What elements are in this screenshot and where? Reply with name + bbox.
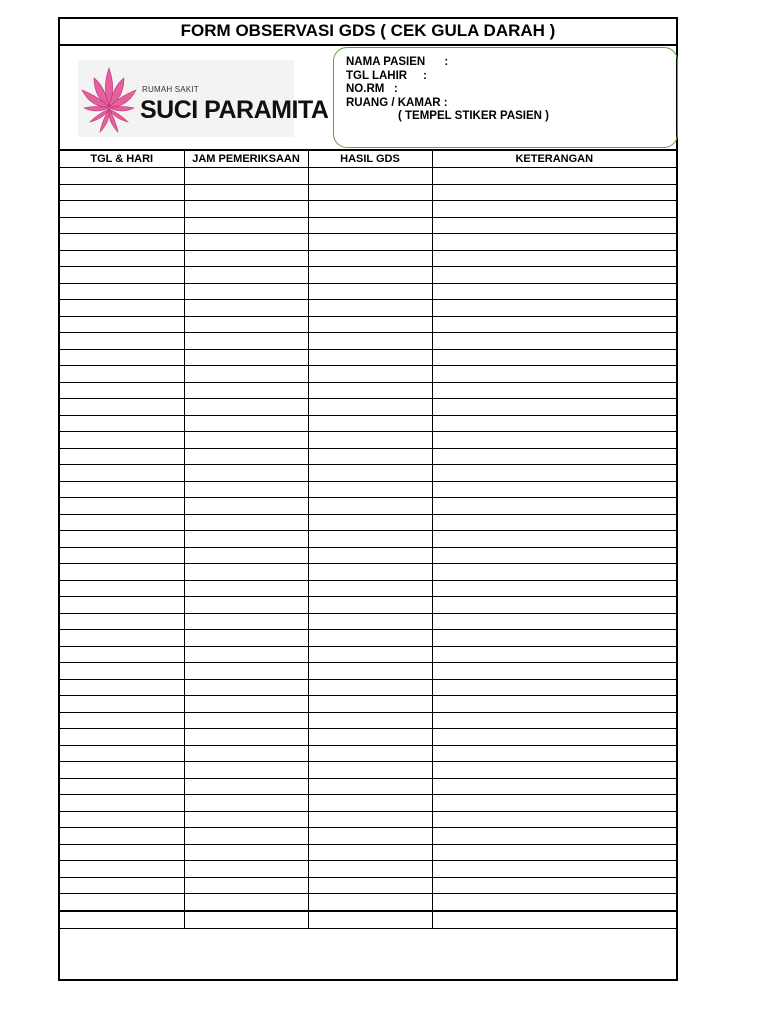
table-row bbox=[60, 597, 676, 614]
cell-notes[interactable] bbox=[432, 432, 676, 449]
cell-date[interactable] bbox=[60, 349, 184, 366]
cell-time[interactable] bbox=[184, 795, 308, 812]
cell-time[interactable] bbox=[184, 597, 308, 614]
cell-notes[interactable] bbox=[432, 630, 676, 647]
patient-sticker-box bbox=[333, 47, 678, 148]
cell-time[interactable] bbox=[184, 828, 308, 845]
cell-result[interactable] bbox=[308, 811, 432, 828]
cell-result[interactable] bbox=[308, 217, 432, 234]
cell-time[interactable] bbox=[184, 712, 308, 729]
cell-time[interactable] bbox=[184, 399, 308, 416]
table-row bbox=[60, 283, 676, 300]
table-row bbox=[60, 729, 676, 746]
cell-result[interactable] bbox=[308, 646, 432, 663]
cell-result[interactable] bbox=[308, 415, 432, 432]
cell-notes[interactable] bbox=[432, 613, 676, 630]
cell-notes[interactable] bbox=[432, 894, 676, 911]
cell-result[interactable] bbox=[308, 729, 432, 746]
cell-result[interactable] bbox=[308, 168, 432, 185]
cell-time[interactable] bbox=[184, 613, 308, 630]
cell-notes[interactable] bbox=[432, 547, 676, 564]
table-row bbox=[60, 778, 676, 795]
table-row bbox=[60, 894, 676, 911]
cell-date[interactable] bbox=[60, 844, 184, 861]
cell-notes[interactable] bbox=[432, 762, 676, 779]
cell-notes[interactable] bbox=[432, 679, 676, 696]
cell-result[interactable] bbox=[308, 745, 432, 762]
lotus-icon bbox=[78, 60, 140, 137]
cell-notes[interactable] bbox=[432, 597, 676, 614]
table-row bbox=[60, 663, 676, 680]
table-row bbox=[60, 580, 676, 597]
table-row bbox=[60, 861, 676, 878]
table-row bbox=[60, 250, 676, 267]
patient-dob-label: TGL LAHIR : bbox=[346, 69, 427, 82]
patient-rm-label: NO.RM : bbox=[346, 83, 398, 95]
cell-result[interactable] bbox=[308, 696, 432, 713]
table-row bbox=[60, 267, 676, 284]
cell-date[interactable] bbox=[60, 580, 184, 597]
cell-result[interactable] bbox=[308, 300, 432, 317]
cell-date[interactable] bbox=[60, 778, 184, 795]
cell-notes[interactable] bbox=[432, 250, 676, 267]
cell-notes[interactable] bbox=[432, 564, 676, 581]
cell-result[interactable] bbox=[308, 382, 432, 399]
table-row bbox=[60, 168, 676, 185]
cell-time[interactable] bbox=[184, 498, 308, 515]
cell-result[interactable] bbox=[308, 514, 432, 531]
cell-notes[interactable] bbox=[432, 696, 676, 713]
cell-notes[interactable] bbox=[432, 646, 676, 663]
cell-notes[interactable] bbox=[432, 399, 676, 416]
cell-time[interactable] bbox=[184, 382, 308, 399]
cell-date[interactable] bbox=[60, 201, 184, 218]
cell-result[interactable] bbox=[308, 564, 432, 581]
cell-result[interactable] bbox=[308, 366, 432, 383]
table-row bbox=[60, 481, 676, 498]
cell-notes[interactable] bbox=[432, 911, 676, 929]
cell-date[interactable] bbox=[60, 663, 184, 680]
table-row bbox=[60, 432, 676, 449]
table-row bbox=[60, 745, 676, 762]
cell-notes[interactable] bbox=[432, 217, 676, 234]
cell-result[interactable] bbox=[308, 911, 432, 929]
cell-notes[interactable] bbox=[432, 861, 676, 878]
table-row bbox=[60, 300, 676, 317]
table-row bbox=[60, 316, 676, 333]
cell-date[interactable] bbox=[60, 250, 184, 267]
cell-date[interactable] bbox=[60, 168, 184, 185]
cell-notes[interactable] bbox=[432, 366, 676, 383]
cell-notes[interactable] bbox=[432, 283, 676, 300]
cell-notes[interactable] bbox=[432, 267, 676, 284]
table-row bbox=[60, 366, 676, 383]
cell-notes[interactable] bbox=[432, 712, 676, 729]
cell-time[interactable] bbox=[184, 465, 308, 482]
cell-date[interactable] bbox=[60, 267, 184, 284]
cell-result[interactable] bbox=[308, 316, 432, 333]
cell-time[interactable] bbox=[184, 630, 308, 647]
cell-date[interactable] bbox=[60, 762, 184, 779]
cell-result[interactable] bbox=[308, 184, 432, 201]
table-row bbox=[60, 448, 676, 465]
cell-result[interactable] bbox=[308, 580, 432, 597]
cell-time[interactable] bbox=[184, 448, 308, 465]
cell-date[interactable] bbox=[60, 184, 184, 201]
form-title: FORM OBSERVASI GDS ( CEK GULA DARAH ) bbox=[60, 19, 676, 46]
cell-notes[interactable] bbox=[432, 300, 676, 317]
cell-time[interactable] bbox=[184, 201, 308, 218]
cell-result[interactable] bbox=[308, 349, 432, 366]
table-row bbox=[60, 531, 676, 548]
cell-result[interactable] bbox=[308, 877, 432, 894]
cell-time[interactable] bbox=[184, 481, 308, 498]
cell-result[interactable] bbox=[308, 399, 432, 416]
cell-date[interactable] bbox=[60, 300, 184, 317]
column-header-date: TGL & HARI bbox=[60, 150, 184, 168]
cell-result[interactable] bbox=[308, 663, 432, 680]
patient-room-label: RUANG / KAMAR : bbox=[346, 96, 448, 109]
table-row bbox=[60, 696, 676, 713]
table-row bbox=[60, 547, 676, 564]
cell-result[interactable] bbox=[308, 498, 432, 515]
cell-time[interactable] bbox=[184, 778, 308, 795]
cell-result[interactable] bbox=[308, 234, 432, 251]
cell-date[interactable] bbox=[60, 333, 184, 350]
patient-name-label: NAMA PASIEN : bbox=[346, 56, 449, 68]
table-row bbox=[60, 811, 676, 828]
cell-result[interactable] bbox=[308, 250, 432, 267]
table-header-row bbox=[60, 150, 676, 168]
cell-time[interactable] bbox=[184, 547, 308, 564]
cell-result[interactable] bbox=[308, 531, 432, 548]
cell-time[interactable] bbox=[184, 366, 308, 383]
cell-time[interactable] bbox=[184, 646, 308, 663]
cell-time[interactable] bbox=[184, 531, 308, 548]
cell-date[interactable] bbox=[60, 283, 184, 300]
cell-time[interactable] bbox=[184, 349, 308, 366]
table-row bbox=[60, 911, 676, 929]
cell-date[interactable] bbox=[60, 828, 184, 845]
cell-notes[interactable] bbox=[432, 745, 676, 762]
cell-date[interactable] bbox=[60, 861, 184, 878]
cell-result[interactable] bbox=[308, 679, 432, 696]
cell-date[interactable] bbox=[60, 696, 184, 713]
table-row bbox=[60, 465, 676, 482]
cell-date[interactable] bbox=[60, 498, 184, 515]
cell-result[interactable] bbox=[308, 201, 432, 218]
cell-date[interactable] bbox=[60, 399, 184, 416]
cell-date[interactable] bbox=[60, 745, 184, 762]
cell-time[interactable] bbox=[184, 234, 308, 251]
cell-notes[interactable] bbox=[432, 201, 676, 218]
table-row bbox=[60, 646, 676, 663]
table-row bbox=[60, 415, 676, 432]
hospital-logo bbox=[78, 60, 329, 137]
column-header-time: JAM PEMERIKSAAN bbox=[184, 150, 308, 168]
cell-result[interactable] bbox=[308, 828, 432, 845]
cell-notes[interactable] bbox=[432, 844, 676, 861]
cell-date[interactable] bbox=[60, 679, 184, 696]
cell-notes[interactable] bbox=[432, 811, 676, 828]
table-row bbox=[60, 828, 676, 845]
cell-notes[interactable] bbox=[432, 382, 676, 399]
cell-date[interactable] bbox=[60, 432, 184, 449]
cell-result[interactable] bbox=[308, 283, 432, 300]
cell-result[interactable] bbox=[308, 844, 432, 861]
cell-time[interactable] bbox=[184, 184, 308, 201]
table-row bbox=[60, 498, 676, 515]
cell-time[interactable] bbox=[184, 283, 308, 300]
cell-notes[interactable] bbox=[432, 828, 676, 845]
cell-time[interactable] bbox=[184, 316, 308, 333]
cell-notes[interactable] bbox=[432, 333, 676, 350]
cell-time[interactable] bbox=[184, 729, 308, 746]
column-header-notes: KETERANGAN bbox=[432, 150, 676, 168]
cell-time[interactable] bbox=[184, 168, 308, 185]
table-row bbox=[60, 630, 676, 647]
cell-result[interactable] bbox=[308, 481, 432, 498]
cell-notes[interactable] bbox=[432, 663, 676, 680]
table-row bbox=[60, 217, 676, 234]
cell-time[interactable] bbox=[184, 564, 308, 581]
cell-date[interactable] bbox=[60, 481, 184, 498]
table-row bbox=[60, 399, 676, 416]
cell-time[interactable] bbox=[184, 679, 308, 696]
cell-date[interactable] bbox=[60, 911, 184, 929]
table-row bbox=[60, 712, 676, 729]
cell-notes[interactable] bbox=[432, 729, 676, 746]
table-row bbox=[60, 514, 676, 531]
cell-date[interactable] bbox=[60, 448, 184, 465]
cell-notes[interactable] bbox=[432, 184, 676, 201]
table-row bbox=[60, 382, 676, 399]
cell-time[interactable] bbox=[184, 333, 308, 350]
cell-date[interactable] bbox=[60, 712, 184, 729]
cell-notes[interactable] bbox=[432, 316, 676, 333]
cell-notes[interactable] bbox=[432, 168, 676, 185]
cell-time[interactable] bbox=[184, 217, 308, 234]
cell-result[interactable] bbox=[308, 795, 432, 812]
cell-date[interactable] bbox=[60, 316, 184, 333]
cell-result[interactable] bbox=[308, 712, 432, 729]
cell-time[interactable] bbox=[184, 663, 308, 680]
cell-result[interactable] bbox=[308, 762, 432, 779]
cell-date[interactable] bbox=[60, 630, 184, 647]
cell-date[interactable] bbox=[60, 795, 184, 812]
table-body bbox=[60, 168, 676, 929]
cell-notes[interactable] bbox=[432, 415, 676, 432]
cell-notes[interactable] bbox=[432, 465, 676, 482]
table-row bbox=[60, 795, 676, 812]
cell-date[interactable] bbox=[60, 729, 184, 746]
cell-time[interactable] bbox=[184, 762, 308, 779]
cell-notes[interactable] bbox=[432, 580, 676, 597]
cell-time[interactable] bbox=[184, 514, 308, 531]
sticker-note: ( TEMPEL STIKER PASIEN ) bbox=[398, 110, 550, 122]
cell-notes[interactable] bbox=[432, 498, 676, 515]
cell-result[interactable] bbox=[308, 547, 432, 564]
cell-result[interactable] bbox=[308, 778, 432, 795]
cell-time[interactable] bbox=[184, 894, 308, 911]
cell-date[interactable] bbox=[60, 547, 184, 564]
cell-date[interactable] bbox=[60, 382, 184, 399]
table-row bbox=[60, 201, 676, 218]
cell-result[interactable] bbox=[308, 333, 432, 350]
table-row bbox=[60, 234, 676, 251]
table-row bbox=[60, 349, 676, 366]
cell-date[interactable] bbox=[60, 366, 184, 383]
cell-notes[interactable] bbox=[432, 795, 676, 812]
cell-time[interactable] bbox=[184, 696, 308, 713]
cell-result[interactable] bbox=[308, 267, 432, 284]
cell-notes[interactable] bbox=[432, 877, 676, 894]
observation-table bbox=[60, 149, 676, 929]
cell-date[interactable] bbox=[60, 811, 184, 828]
cell-result[interactable] bbox=[308, 613, 432, 630]
table-row bbox=[60, 564, 676, 581]
cell-result[interactable] bbox=[308, 448, 432, 465]
cell-result[interactable] bbox=[308, 894, 432, 911]
cell-date[interactable] bbox=[60, 613, 184, 630]
cell-time[interactable] bbox=[184, 580, 308, 597]
cell-time[interactable] bbox=[184, 267, 308, 284]
cell-date[interactable] bbox=[60, 531, 184, 548]
cell-date[interactable] bbox=[60, 597, 184, 614]
table-row bbox=[60, 762, 676, 779]
cell-time[interactable] bbox=[184, 911, 308, 929]
cell-time[interactable] bbox=[184, 811, 308, 828]
cell-notes[interactable] bbox=[432, 481, 676, 498]
cell-notes[interactable] bbox=[432, 531, 676, 548]
table-row bbox=[60, 613, 676, 630]
cell-notes[interactable] bbox=[432, 349, 676, 366]
column-header-result: HASIL GDS bbox=[308, 150, 432, 168]
table-row bbox=[60, 679, 676, 696]
cell-date[interactable] bbox=[60, 877, 184, 894]
cell-notes[interactable] bbox=[432, 514, 676, 531]
cell-date[interactable] bbox=[60, 514, 184, 531]
table-row bbox=[60, 333, 676, 350]
cell-time[interactable] bbox=[184, 415, 308, 432]
cell-date[interactable] bbox=[60, 234, 184, 251]
observation-form bbox=[58, 17, 678, 981]
cell-date[interactable] bbox=[60, 465, 184, 482]
cell-time[interactable] bbox=[184, 300, 308, 317]
logo-hospital-name: SUCI PARAMITA bbox=[140, 96, 329, 124]
cell-time[interactable] bbox=[184, 745, 308, 762]
cell-date[interactable] bbox=[60, 646, 184, 663]
cell-result[interactable] bbox=[308, 432, 432, 449]
cell-time[interactable] bbox=[184, 250, 308, 267]
cell-notes[interactable] bbox=[432, 778, 676, 795]
cell-notes[interactable] bbox=[432, 234, 676, 251]
cell-result[interactable] bbox=[308, 630, 432, 647]
cell-time[interactable] bbox=[184, 432, 308, 449]
cell-date[interactable] bbox=[60, 415, 184, 432]
table-row bbox=[60, 877, 676, 894]
cell-date[interactable] bbox=[60, 894, 184, 911]
cell-result[interactable] bbox=[308, 597, 432, 614]
table-row bbox=[60, 184, 676, 201]
cell-notes[interactable] bbox=[432, 448, 676, 465]
cell-result[interactable] bbox=[308, 465, 432, 482]
cell-time[interactable] bbox=[184, 877, 308, 894]
cell-time[interactable] bbox=[184, 844, 308, 861]
cell-result[interactable] bbox=[308, 861, 432, 878]
table-row bbox=[60, 844, 676, 861]
cell-time[interactable] bbox=[184, 861, 308, 878]
cell-date[interactable] bbox=[60, 217, 184, 234]
cell-date[interactable] bbox=[60, 564, 184, 581]
logo-subtitle: RUMAH SAKIT bbox=[142, 85, 199, 94]
